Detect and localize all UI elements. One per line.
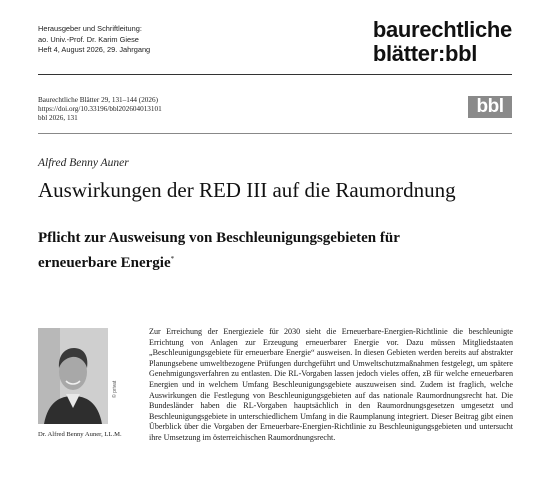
- issue-info: Heft 4, August 2026, 29. Jahrgang: [38, 45, 151, 54]
- footnote-mark[interactable]: *: [170, 255, 175, 263]
- citation-short: bbl 2026, 131: [38, 114, 78, 123]
- editor-info: [38, 24, 150, 56]
- journal-brand: [373, 18, 512, 66]
- photo-credit: © privat: [112, 380, 118, 398]
- citation-journal: Baurechtliche Blätter 29, 131–144 (2026): [38, 96, 158, 104]
- header-divider: [38, 74, 512, 75]
- author-photo: [38, 328, 108, 424]
- article-subtitle: [38, 228, 478, 274]
- article-abstract: Zur Erreichung der Energieziele für 2030 sieht die Erneuerbare-Energien-Richtlinie die beschleunigte Errichtung von Anlagen zur Erzeugung erneuerbarer Energie vor. Dazu müssen Mitgliedstaaten „Beschleunigungsgebiete für erneuerbare Energie“ ausweisen. In diesen Gebieten werden bereits auf abstrakter Planungsebene umweltbezogene Prüfungen durchgeführt und Umweltschutzmaßnahmen festgelegt, um spätere Genehmigungsverfahren zu entlasten. Die RL-Vorgaben lassen jedoch vieles offen, zB für welche erneuerbaren Energien und in welchem Umfang Beschleunigungsgebiete auszuweisen sind. Zudem ist fraglich, welche Auswirkungen die Festlegung von Beschleunigungsgebieten auf das nationale Raumordnungsrecht hat. Die Bundesländer haben die RL-Vorgaben hauptsächlich in den Raumordnungsgesetzen umgesetzt und Beschleunigungsgebiete in unterschiedlichem Umfang in die Raumplanung integriert. Dieser Beitrag gibt einen Überblick über die Vorgaben der Erneuerbare-Energien-Richtlinie zu Beschleunigungsgebieten und untersucht ihre Umsetzung im österreichischen Raumordnungsrecht.: [149, 327, 513, 442]
- article-title: Auswirkungen der RED III auf die Raumordnung: [38, 178, 456, 202]
- citation-divider: [38, 133, 512, 134]
- brand-line-2: blätter:bbl: [372, 41, 478, 66]
- photo-caption: Dr. Alfred Benny Auner, LL.M.: [38, 431, 122, 438]
- article-author: Alfred Benny Auner: [38, 157, 129, 169]
- brand-line-1: baurechtliche: [372, 17, 512, 42]
- citation-block: [38, 96, 162, 124]
- subtitle-text: Pflicht zur Ausweisung von Beschleunigungsgebieten für erneuerbare Energie: [38, 230, 400, 271]
- editor-label: Herausgeber und Schriftleitung:: [38, 24, 142, 33]
- editor-name: ao. Univ.-Prof. Dr. Karim Giese: [38, 34, 139, 44]
- bbl-logo: bbl: [468, 96, 512, 118]
- citation-doi-link[interactable]: https://doi.org/10.33196/bbl202604013101: [38, 105, 162, 114]
